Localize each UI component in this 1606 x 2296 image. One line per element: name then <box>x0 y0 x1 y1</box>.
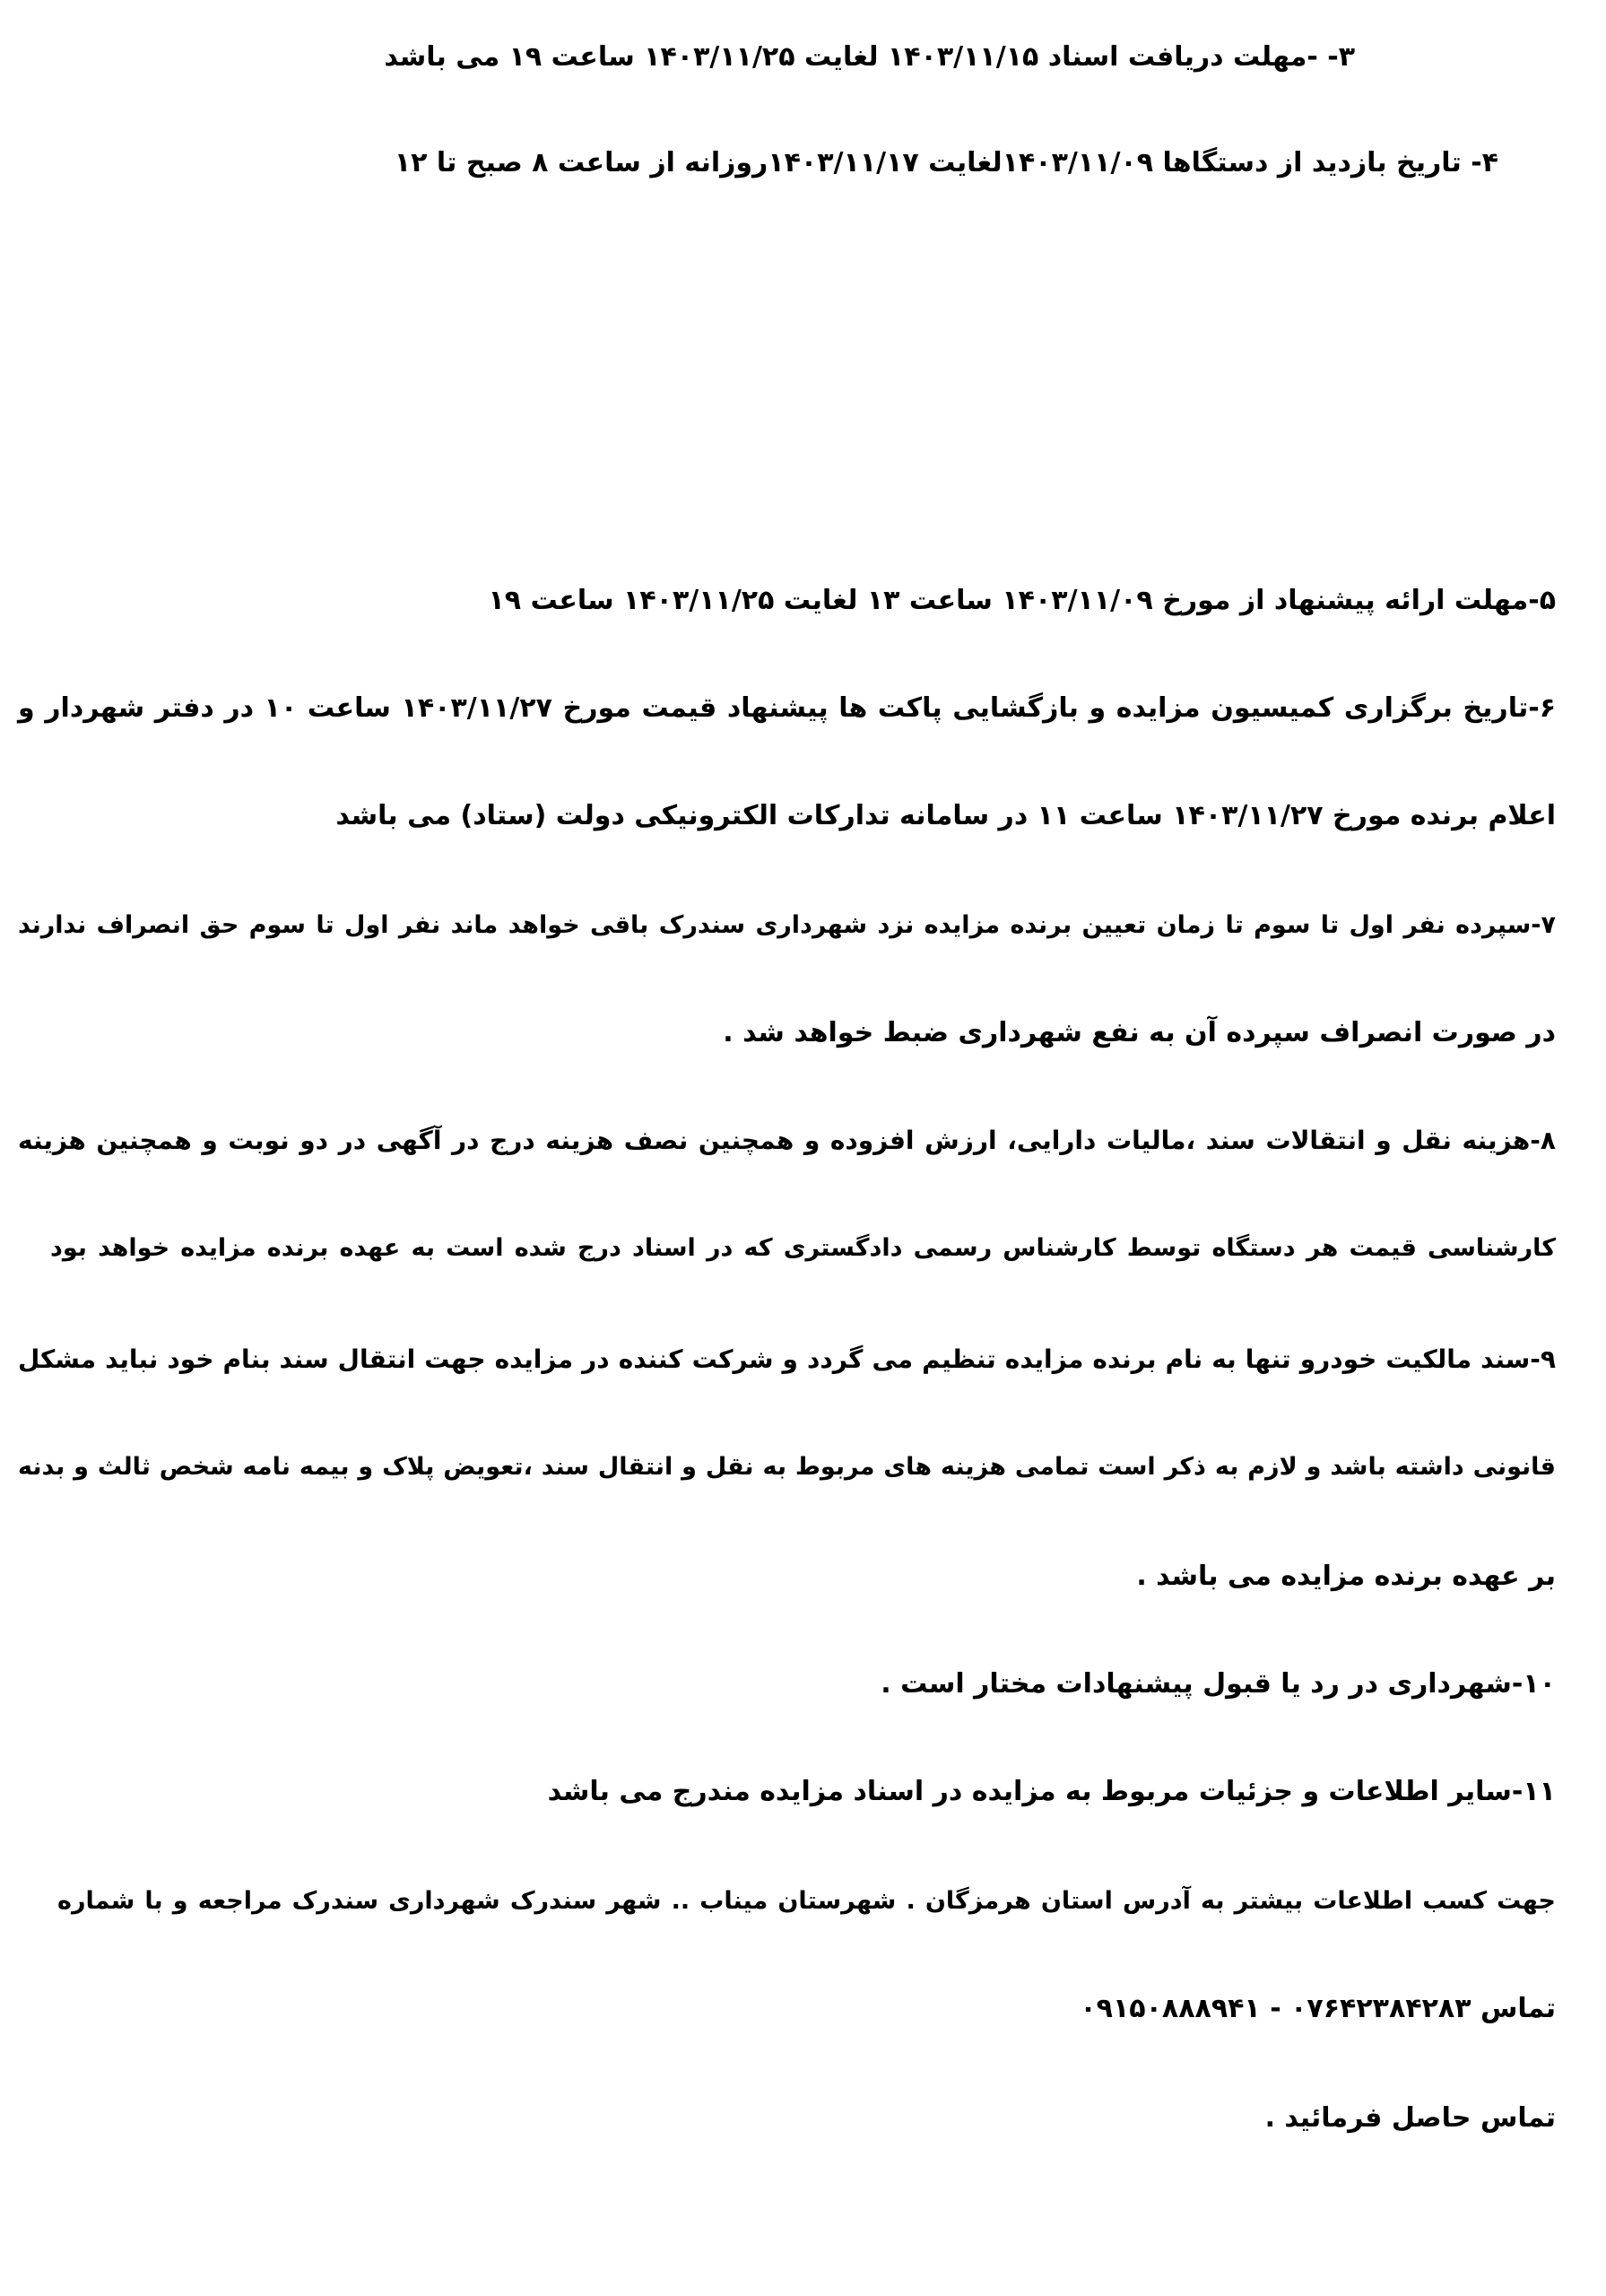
item-5-offer-deadline: ۵-مهلت ارائه پیشنهاد از مورخ ۱۴۰۳/۱۱/۰۹ ساعت ۱۳ لغایت ۱۴۰۳/۱۱/۲۵ ساعت ۱۹ <box>488 585 1556 616</box>
item-7-deposit: ۷-سپرده نفر اول تا سوم تا زمان تعیین برنده مزایده نزد شهرداری سندرک باقی خواهد ماند نفر اول تا سوم حق انصراف ندارند <box>18 911 1556 939</box>
item-9-legal-requirements: قانونی داشته باشد و لازم به ذکر است تمامی هزینه های مربوط به نقل و انتقال سند ،تعویض پلاک و بیمه نامه شخص ثالث و بدنه <box>18 1453 1556 1481</box>
contact-phone-numbers: تماس ۰۷۶۴۲۳۸۴۲۸۳ - ۰۹۱۵۰۸۸۸۹۴۱ <box>1080 1993 1556 2024</box>
item-11-other-information: ۱۱-سایر اطلاعات و جزئیات مربوط به مزایده در اسناد مزایده مندرج می باشد <box>547 1776 1556 1807</box>
contact-closing: تماس حاصل فرمائید . <box>1264 2102 1556 2134</box>
item-4-inspection-date: ۴- تاریخ بازدید از دستگاها ۱۴۰۳/۱۱/۰۹لغایت ۱۴۰۳/۱۱/۱۷روزانه از ساعت ۸ صبح تا ۱۲ <box>394 147 1498 178</box>
item-8-transfer-costs: ۸-هزینه نقل و انتقالات سند ،مالیات دارایی، ارزش افزوده و همچنین نصف هزینه درج در آگهی در دو نوبت و همچنین هزینه <box>18 1126 1556 1155</box>
item-8-expert-costs: کارشناسی قیمت هر دستگاه توسط کارشناس رسمی دادگستری که در اسناد درج شده است به عهده برنده مزایده خواهد بود <box>50 1234 1556 1262</box>
item-7-deposit-forfeit: در صورت انصراف سپرده آن به نفع شهرداری ضبط خواهد شد . <box>723 1017 1556 1048</box>
item-9-ownership-document: ۹-سند مالکیت خودرو تنها به نام برنده مزایده تنظیم می گردد و شرکت کننده در مزایده جهت انتقال سند بنام خود نباید مشکل <box>18 1344 1556 1374</box>
item-6-commission-date: ۶-تاریخ برگزاری کمیسیون مزایده و بازگشایی پاکت ها پیشنهاد قیمت مورخ ۱۴۰۳/۱۱/۲۷ ساعت ۱۰ در دفتر شهردار و <box>18 692 1556 724</box>
item-10-municipality-discretion: ۱۰-شهرداری در رد یا قبول پیشنهادات مختار است . <box>881 1668 1556 1700</box>
contact-address: جهت کسب اطلاعات بیشتر به آدرس استان هرمزگان . شهرستان میناب .. شهر سندرک شهرداری سندرک مراجعه و با شماره <box>57 1887 1556 1915</box>
item-3-document-deadline: ۳- -مهلت دریافت اسناد ۱۴۰۳/۱۱/۱۵ لغایت ۱۴۰۳/۱۱/۲۵ ساعت ۱۹ می باشد <box>384 41 1355 73</box>
item-9-winner-responsibility: بر عهده برنده مزایده می باشد . <box>1136 1561 1556 1592</box>
item-6-winner-announcement: اعلام برنده مورخ ۱۴۰۳/۱۱/۲۷ ساعت ۱۱ در سامانه تدارکات الکترونیکی دولت (ستاد) می باشد <box>335 800 1556 831</box>
